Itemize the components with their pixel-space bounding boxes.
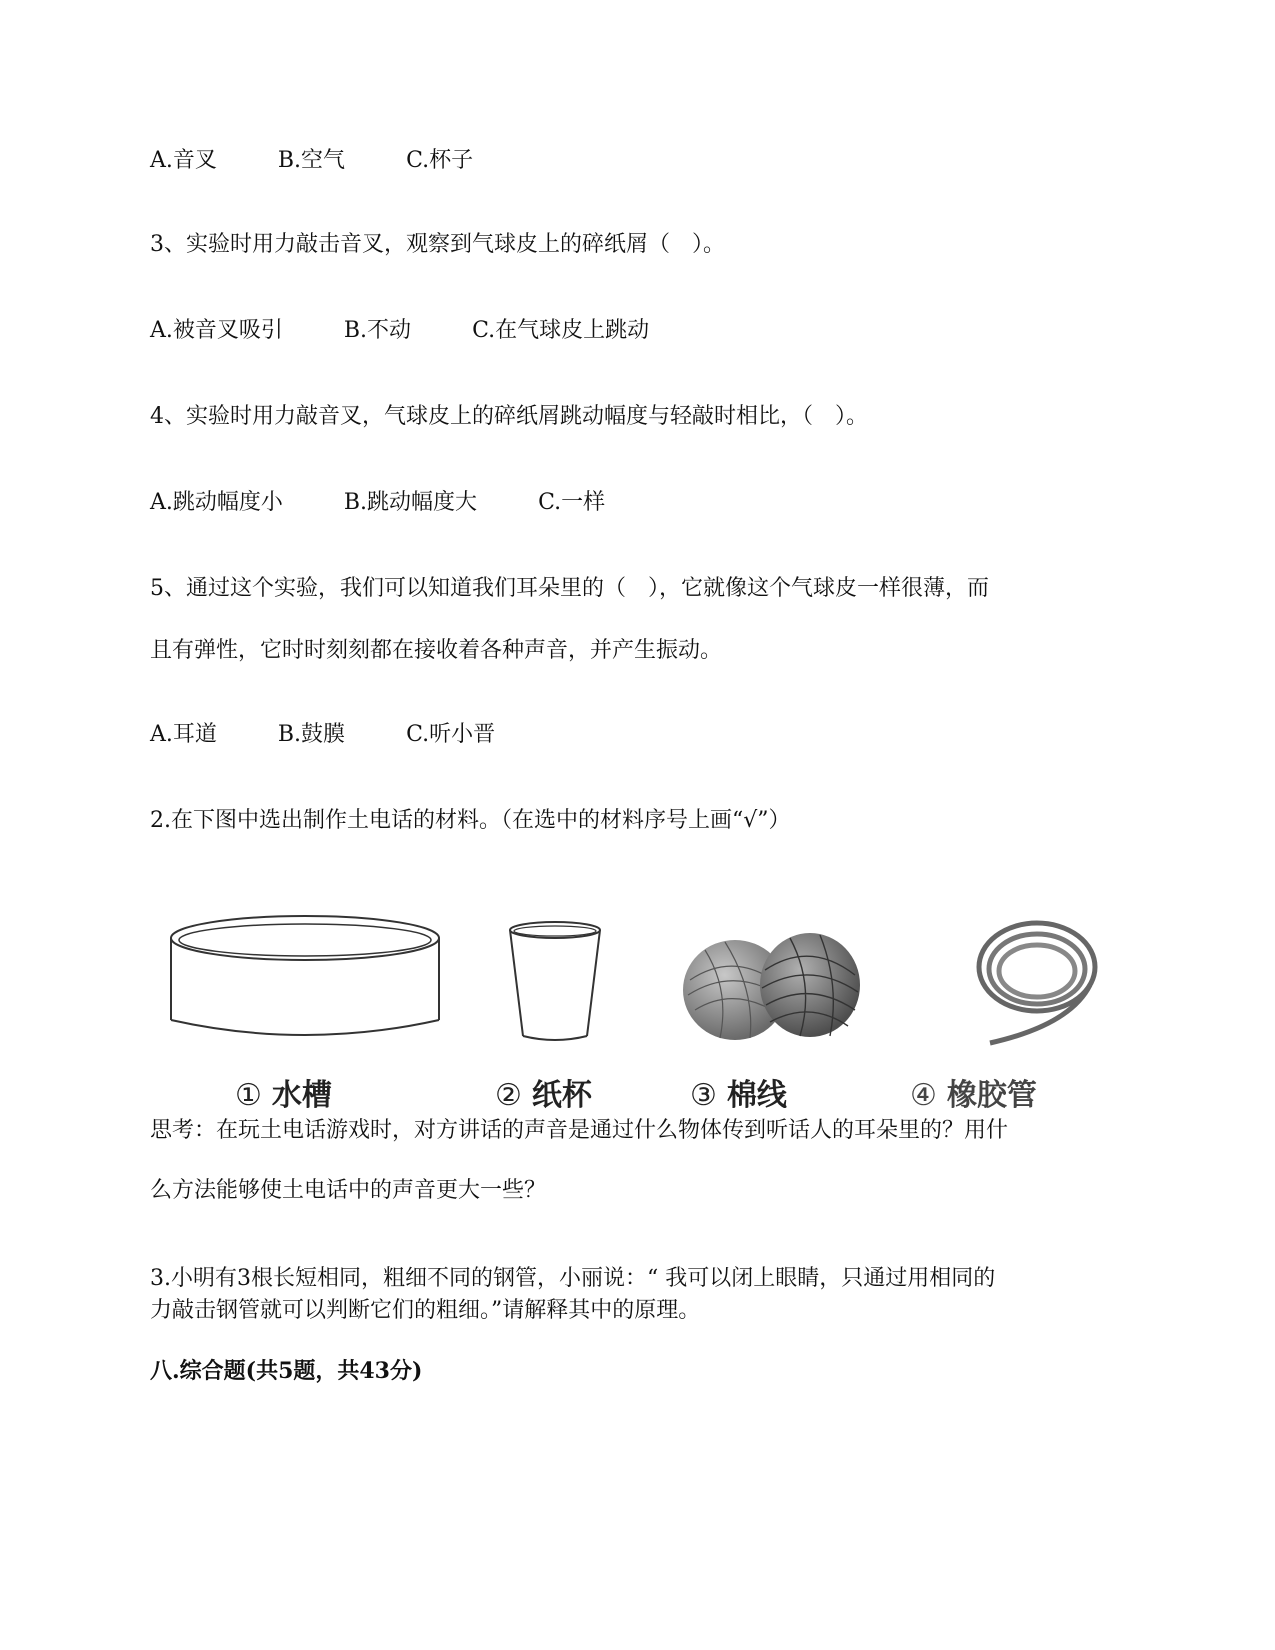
option-b: B.跳动幅度大 xyxy=(343,490,478,515)
think-line2: 么方法能够使土电话中的声音更大一些？ xyxy=(150,1178,547,1203)
q3-stem: 3、实验时用力敲击音叉，观察到气球皮上的碎纸屑（ ）。 xyxy=(150,232,725,257)
caption-label: 橡胶管 xyxy=(946,1078,1037,1113)
option-c: C.杯子 xyxy=(406,148,474,173)
section3-line1: 3.小明有3根长短相同，粗细不同的钢管，小丽说：“ 我可以闭上眼睛，只通过用相同的 xyxy=(150,1266,996,1291)
option-b: B.鼓膜 xyxy=(277,722,346,747)
q4-stem: 4、实验时用力敲音叉，气球皮上的碎纸屑跳动幅度与轻敲时相比，（ ）。 xyxy=(150,404,868,429)
section3-line2: 力敲击钢管就可以判断它们的粗细。”请解释其中的原理。 xyxy=(150,1298,701,1323)
q2-options xyxy=(150,146,527,176)
q5-stem-line2: 且有弹性，它时时刻刻都在接收着各种声音，并产生振动。 xyxy=(150,638,723,663)
q4-options xyxy=(150,488,659,518)
paper-cup-icon xyxy=(505,918,605,1048)
caption-num: ③ xyxy=(690,1078,717,1113)
caption-label: 纸杯 xyxy=(531,1078,592,1113)
caption-rubber-tube xyxy=(910,1070,1037,1114)
q5-stem-line1: 5、通过这个实验，我们可以知道我们耳朵里的（ ），它就像这个气球皮一样很薄，而 xyxy=(150,576,989,601)
option-c: C.听小晋 xyxy=(406,722,496,747)
rubber-tube-icon xyxy=(970,915,1105,1050)
option-a: A.被音叉吸引 xyxy=(150,318,283,343)
caption-num: ② xyxy=(495,1078,522,1113)
caption-num: ① xyxy=(235,1078,262,1113)
section2-question: 2.在下图中选出制作土电话的材料。（在选中的材料序号上画“√”） xyxy=(150,808,791,833)
q3-options xyxy=(150,316,703,346)
section-heading: 八.综合题(共5题，共43分) xyxy=(150,1358,423,1384)
sink-icon xyxy=(160,910,450,1050)
option-b: B.不动 xyxy=(343,318,412,343)
option-a: A.音叉 xyxy=(150,148,217,173)
q5-options xyxy=(150,720,549,750)
option-a: A.跳动幅度小 xyxy=(150,490,283,515)
think-line1: 思考：在玩土电话游戏时，对方讲话的声音是通过什么物体传到听话人的耳朵里的？用什 xyxy=(150,1118,1009,1143)
caption-num: ④ xyxy=(910,1078,937,1113)
option-c: C.在气球皮上跳动 xyxy=(472,318,650,343)
materials-figure xyxy=(160,910,1120,1125)
cotton-thread-icon xyxy=(680,930,865,1045)
caption-label: 水槽 xyxy=(271,1078,332,1113)
caption-paper-cup xyxy=(495,1070,592,1114)
caption-label: 棉线 xyxy=(726,1078,787,1113)
caption-cotton-thread xyxy=(690,1070,787,1114)
option-b: B.空气 xyxy=(277,148,346,173)
option-c: C.一样 xyxy=(538,490,606,515)
caption-sink xyxy=(235,1070,332,1114)
option-a: A.耳道 xyxy=(150,722,217,747)
